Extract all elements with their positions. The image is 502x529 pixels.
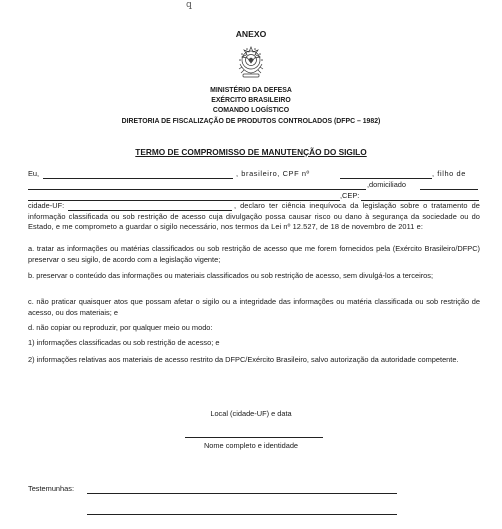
clause-d2: 2) informações relativas aos materiais de acesso restrito da DFPC/Exército Brasileiro, salvo autorização da autoridade competente.: [28, 355, 459, 364]
witness-2-line[interactable]: [87, 514, 397, 515]
clause-b: b. preservar o conteúdo das informações ou materiais classificados ou sob restrição de acesso, sem divulgá-los a terceiros;: [28, 271, 434, 280]
clause-d: d. não copiar ou reproduzir, por qualquer meio ou modo:: [28, 323, 213, 332]
clause-d1: 1) informações classificadas ou sob restrição de acesso; e: [28, 338, 220, 347]
declaration-paragraph: , declaro ter ciência inequívoca da legislação sobre o tratamento de informação classificada ou sob restrição de acesso cuja divulgação possa causar risco ou dano à segurança da sociedade ou do Estado, e me comprometo a guardar o sigilo necessário, nos termos da Lei nº 12.527, de 18 de novembro de 2011 e:: [28, 201, 480, 232]
parents-field[interactable]: [28, 189, 366, 190]
cpf-field[interactable]: [340, 178, 432, 179]
army-name: EXÉRCITO BRASILEIRO: [211, 97, 291, 104]
top-mark: ꝗ: [186, 0, 192, 9]
coat-of-arms-emblem: [236, 44, 266, 80]
annex-title: ANEXO: [235, 29, 267, 39]
command-name: COMANDO LOGÍSTICO: [212, 107, 290, 114]
clause-c: c. não praticar quaisquer atos que possam afetar o sigilo ou a integridade das informações ou matéria classificada ou sob restrição de acesso, ou dos materiais; e: [28, 297, 480, 317]
clause-a: a. tratar as informações ou matérias classificados ou sob restrição de acesso que me forem fornecidos pela (Exército Brasileiro/DFPC) preservar o seu sigilo, de acordo com a legislação vigente;: [28, 244, 480, 264]
eu-label: Eu,: [28, 169, 40, 178]
cep-label: ,CEP:: [340, 191, 360, 200]
domiciled-label: ,domiciliado: [367, 180, 407, 189]
directorate-name: DIRETORIA DE FISCALIZAÇÃO DE PRODUTOS CONTROLADOS (DFPC – 1982): [121, 118, 381, 125]
name-field[interactable]: [43, 178, 233, 179]
place-date-label: Local (cidade-UF) e data: [210, 409, 292, 418]
witness-1-line[interactable]: [87, 493, 397, 494]
city-uf-label: cidade-UF:: [28, 201, 65, 210]
ministry-name: MINISTÉRIO DA DEFESA: [210, 87, 292, 94]
address-field-start[interactable]: [420, 189, 478, 190]
full-name-id-label: Nome completo e identidade: [203, 441, 299, 450]
son-of-label: , filho de: [432, 169, 466, 178]
signature-line[interactable]: [185, 437, 323, 438]
nationality-cpf-label: , brasileiro, CPF nº: [236, 169, 310, 178]
document-title: TERMO DE COMPROMISSO DE MANUTENÇÃO DO SIGILO: [135, 147, 367, 157]
witnesses-label: Testemunhas:: [28, 484, 75, 493]
